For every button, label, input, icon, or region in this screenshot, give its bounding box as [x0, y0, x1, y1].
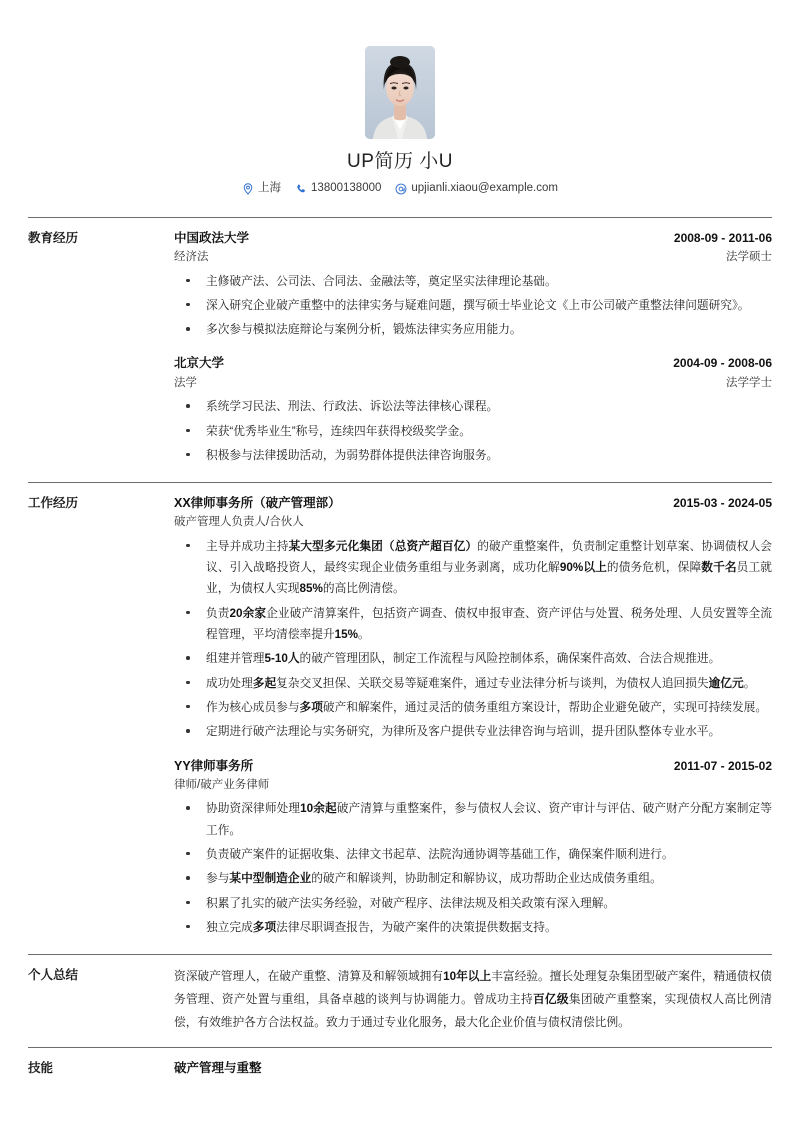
entry-bullet-list — [174, 396, 772, 466]
section-label-education: 教育经历 — [28, 230, 79, 245]
entry-subhead — [174, 513, 772, 531]
entry-subhead — [174, 776, 772, 794]
skill-group-title: 破产管理与重整 — [174, 1060, 262, 1075]
section-label-skills: 技能 — [28, 1060, 54, 1075]
entry-degree: 法学学士 — [726, 376, 772, 389]
bullet-item: 积累了扎实的破产法实务经验，对破产程序、法律法规及相关政策有深入理解。 — [174, 893, 772, 914]
entry-job-title: 律师/破产业务律师 — [174, 778, 270, 791]
work-entry — [174, 494, 772, 742]
entry-bullet-list — [174, 798, 772, 938]
entry-head — [174, 229, 772, 248]
bullet-item: 负责20余家企业破产清算案件，包括资产调查、债权申报审查、资产评估与处置、税务处理、人员安置等全流程管理，平均清偿率提升15%。 — [174, 603, 772, 646]
bullet-item: 作为核心成员参与多项破产和解案件，通过灵活的债务重组方案设计，帮助企业避免破产，实现可持续发展。 — [174, 697, 772, 718]
phone-icon — [295, 183, 307, 195]
section-body-education — [174, 229, 772, 470]
avatar — [365, 46, 435, 139]
entry-date-range: 2011-07 - 2015-02 — [673, 758, 772, 773]
entry-subhead — [174, 374, 772, 392]
entry-date-range: 2004-09 - 2008-06 — [673, 356, 772, 371]
section-personal-summary — [28, 954, 772, 1034]
education-entry — [174, 229, 772, 341]
entry-bullet-list — [174, 536, 772, 743]
entry-degree: 法学硕士 — [726, 251, 772, 264]
bullet-item: 系统学习民法、刑法、行政法、诉讼法等法律核心课程。 — [174, 396, 772, 417]
bullet-item: 荣获“优秀毕业生”称号，连续四年获得校级奖学金。 — [174, 421, 772, 442]
bullet-item: 主导并成功主持某大型多元化集团（总资产超百亿）的破产重整案件，负责制定重整计划草案、协调债权人会议、引入战略投资人，最终实现企业债务重组与业务剥离，成功化解90%以上的债务危机，保障数千名员工就业，为债权人实现85%的高比例清偿。 — [174, 536, 772, 600]
contact-phone — [295, 183, 381, 195]
bullet-item: 负责破产案件的证据收集、法律文书起草、法院沟通协调等基础工作，确保案件顺利进行。 — [174, 844, 772, 865]
contact-email-value: upjianli.xiaou@example.com — [411, 182, 558, 195]
bullet-item: 深入研究企业破产重整中的法律实务与疑难问题，撰写硕士毕业论文《上市公司破产重整法律问题研究》。 — [174, 295, 772, 316]
section-label-summary: 个人总结 — [28, 968, 79, 983]
contact-email — [395, 183, 558, 195]
bullet-item: 组建并管理5-10人的破产管理团队，制定工作流程与风险控制体系，确保案件高效、合法合规推进。 — [174, 648, 772, 669]
bullet-item: 积极参与法律援助活动，为弱势群体提供法律咨询服务。 — [174, 445, 772, 466]
section-body-summary — [174, 966, 772, 1034]
entry-major: 法学 — [174, 376, 197, 389]
section-work-experience — [28, 482, 772, 942]
entry-date-range: 2008-09 - 2011-06 — [673, 230, 772, 245]
location-pin-icon — [242, 183, 254, 195]
section-body-work — [174, 494, 772, 942]
bullet-item: 成功处理多起复杂交叉担保、关联交易等疑难案件，通过专业法律分析与谈判，为债权人追回损失逾亿元。 — [174, 673, 772, 694]
contact-location — [242, 183, 281, 195]
entry-organization: 中国政法大学 — [174, 230, 250, 245]
entry-major: 经济法 — [174, 251, 209, 264]
bullet-item: 参与某中型制造企业的破产和解谈判，协助制定和解协议，成功帮助企业达成债务重组。 — [174, 868, 772, 889]
entry-head — [174, 757, 772, 776]
contact-phone-value: 13800138000 — [311, 182, 382, 195]
bullet-item: 定期进行破产法理论与实务研究，为律所及客户提供专业法律咨询与培训，提升团队整体专业水平。 — [174, 721, 772, 742]
entry-job-title: 破产管理人负责人/合伙人 — [174, 516, 304, 529]
resume-header — [28, 0, 772, 195]
entry-organization: XX律师事务所（破产管理部） — [174, 496, 341, 511]
work-entry — [174, 757, 772, 939]
entry-bullet-list — [174, 271, 772, 341]
section-skills — [28, 1047, 772, 1078]
entry-head — [174, 354, 772, 373]
section-label-work: 工作经历 — [28, 496, 79, 511]
bullet-item: 主修破产法、公司法、合同法、金融法等，奠定坚实法律理论基础。 — [174, 271, 772, 292]
education-entry — [174, 354, 772, 466]
summary-paragraph: 资深破产管理人，在破产重整、清算及和解领域拥有10年以上丰富经验。擅长处理复杂集团型破产案件，精通债权债务管理、资产处置与重组，具备卓越的谈判与协调能力。曾成功主持百亿级集团破产重整案，实现债权人高比例清偿，有效维护各方合法权益。致力于通过专业化服务，最大化企业价值与债权清偿比例。 — [174, 970, 772, 1029]
entry-head — [174, 494, 772, 513]
entry-subhead — [174, 248, 772, 266]
contact-row — [28, 183, 772, 195]
bullet-item: 协助资深律师处理10余起破产清算与重整案件，参与债权人会议、资产审计与评估、破产财产分配方案制定等工作。 — [174, 798, 772, 841]
section-body-skills — [174, 1059, 772, 1078]
email-at-icon — [395, 183, 407, 195]
entry-organization: 北京大学 — [174, 356, 225, 371]
contact-location-value: 上海 — [258, 182, 282, 195]
page-title: UP简历 小U — [347, 151, 453, 172]
section-education — [28, 217, 772, 470]
bullet-item: 独立完成多项法律尽职调查报告，为破产案件的决策提供数据支持。 — [174, 917, 772, 938]
entry-organization: YY律师事务所 — [174, 758, 254, 773]
entry-date-range: 2015-03 - 2024-05 — [673, 496, 772, 511]
bullet-item: 多次参与模拟法庭辩论与案例分析，锻炼法律实务应用能力。 — [174, 319, 772, 340]
